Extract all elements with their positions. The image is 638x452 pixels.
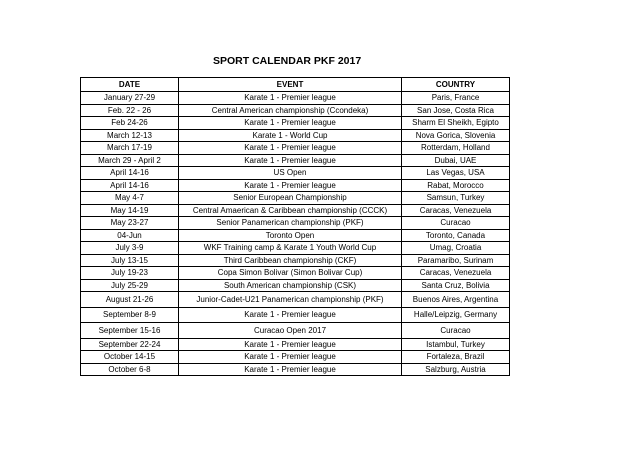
event-cell: Central Amaerican & Caribbean championship (CCCK): [179, 204, 402, 217]
date-cell: April 14-16: [81, 167, 179, 180]
event-cell: Karate 1 - Premier league: [179, 338, 402, 351]
date-cell: August 21-26: [81, 292, 179, 308]
event-cell: Copa Simon Bolivar (Simon Bolivar Cup): [179, 267, 402, 280]
event-cell: Karate 1 - Premier league: [179, 351, 402, 364]
country-cell: Caracas, Venezuela: [402, 267, 510, 280]
event-cell: Senior Panamerican championship (PKF): [179, 217, 402, 230]
table-row: [81, 154, 510, 167]
table-row: [81, 167, 510, 180]
header-row: [81, 78, 510, 92]
country-cell: Paramaribo, Surinam: [402, 254, 510, 267]
country-cell: Buenos Aires, Argentina: [402, 292, 510, 308]
date-cell: July 3-9: [81, 242, 179, 255]
table-row: [81, 142, 510, 155]
header-date: DATE: [81, 78, 179, 92]
country-cell: Samsun, Turkey: [402, 192, 510, 205]
event-cell: Toronto Open: [179, 229, 402, 242]
event-cell: Karate 1 - Premier league: [179, 363, 402, 376]
table-row: [81, 192, 510, 205]
table-row: [81, 179, 510, 192]
date-cell: September 15-16: [81, 323, 179, 339]
country-cell: Sharm El Sheikh, Egipto: [402, 117, 510, 130]
event-cell: Central American championship (Ccondeka): [179, 104, 402, 117]
table-row: [81, 267, 510, 280]
date-cell: January 27-29: [81, 92, 179, 105]
country-cell: Las Vegas, USA: [402, 167, 510, 180]
date-cell: October 6-8: [81, 363, 179, 376]
event-cell: Karate 1 - World Cup: [179, 129, 402, 142]
table-row: [81, 242, 510, 255]
country-cell: Caracas, Venezuela: [402, 204, 510, 217]
date-cell: 04-Jun: [81, 229, 179, 242]
header-event: EVENT: [179, 78, 402, 92]
table-row: [81, 279, 510, 292]
country-cell: Curacao: [402, 323, 510, 339]
date-cell: September 22-24: [81, 338, 179, 351]
date-cell: April 14-16: [81, 179, 179, 192]
date-cell: September 8-9: [81, 307, 179, 323]
event-cell: Karate 1 - Premier league: [179, 92, 402, 105]
table-row: [81, 338, 510, 351]
date-cell: March 17-19: [81, 142, 179, 155]
event-cell: Karate 1 - Premier league: [179, 142, 402, 155]
date-cell: Feb 24-26: [81, 117, 179, 130]
event-cell: WKF Training camp & Karate 1 Youth World Cup: [179, 242, 402, 255]
country-cell: Umag, Croatia: [402, 242, 510, 255]
date-cell: July 19-23: [81, 267, 179, 280]
table-row: [81, 104, 510, 117]
table-row: [81, 217, 510, 230]
country-cell: Toronto, Canada: [402, 229, 510, 242]
table-row: [81, 351, 510, 364]
table-row: [81, 307, 510, 323]
country-cell: Rotterdam, Holland: [402, 142, 510, 155]
event-cell: US Open: [179, 167, 402, 180]
event-cell: Curacao Open 2017: [179, 323, 402, 339]
event-cell: South American championship (CSK): [179, 279, 402, 292]
event-cell: Karate 1 - Premier league: [179, 307, 402, 323]
country-cell: Salzburg, Austria: [402, 363, 510, 376]
date-cell: March 12-13: [81, 129, 179, 142]
country-cell: Istambul, Turkey: [402, 338, 510, 351]
date-cell: July 13-15: [81, 254, 179, 267]
date-cell: Feb. 22 - 26: [81, 104, 179, 117]
event-cell: Senior European Championship: [179, 192, 402, 205]
event-cell: Karate 1 - Premier league: [179, 179, 402, 192]
table-row: [81, 254, 510, 267]
date-cell: May 14-19: [81, 204, 179, 217]
table-row: [81, 229, 510, 242]
country-cell: Curacao: [402, 217, 510, 230]
event-cell: Junior-Cadet-U21 Panamerican championship (PKF): [179, 292, 402, 308]
country-cell: Paris, France: [402, 92, 510, 105]
header-country: COUNTRY: [402, 78, 510, 92]
country-cell: Rabat, Morocco: [402, 179, 510, 192]
event-cell: Karate 1 - Premier league: [179, 117, 402, 130]
table-row: [81, 129, 510, 142]
event-cell: Karate 1 - Premier league: [179, 154, 402, 167]
country-cell: San Jose, Costa Rica: [402, 104, 510, 117]
country-cell: Nova Gorica, Slovenia: [402, 129, 510, 142]
date-cell: July 25-29: [81, 279, 179, 292]
country-cell: Fortaleza, Brazil: [402, 351, 510, 364]
page-title: SPORT CALENDAR PKF 2017: [213, 55, 362, 67]
country-cell: Santa Cruz, Bolivia: [402, 279, 510, 292]
table-row: [81, 323, 510, 339]
event-cell: Third Caribbean championship (CKF): [179, 254, 402, 267]
date-cell: October 14-15: [81, 351, 179, 364]
table-row: [81, 92, 510, 105]
date-cell: May 23-27: [81, 217, 179, 230]
table-row: [81, 204, 510, 217]
country-cell: Dubai, UAE: [402, 154, 510, 167]
country-cell: Halle/Leipzig, Germany: [402, 307, 510, 323]
date-cell: March 29 - April 2: [81, 154, 179, 167]
table-row: [81, 117, 510, 130]
table-row: [81, 292, 510, 308]
calendar-table: [80, 77, 510, 376]
table-row: [81, 363, 510, 376]
date-cell: May 4-7: [81, 192, 179, 205]
